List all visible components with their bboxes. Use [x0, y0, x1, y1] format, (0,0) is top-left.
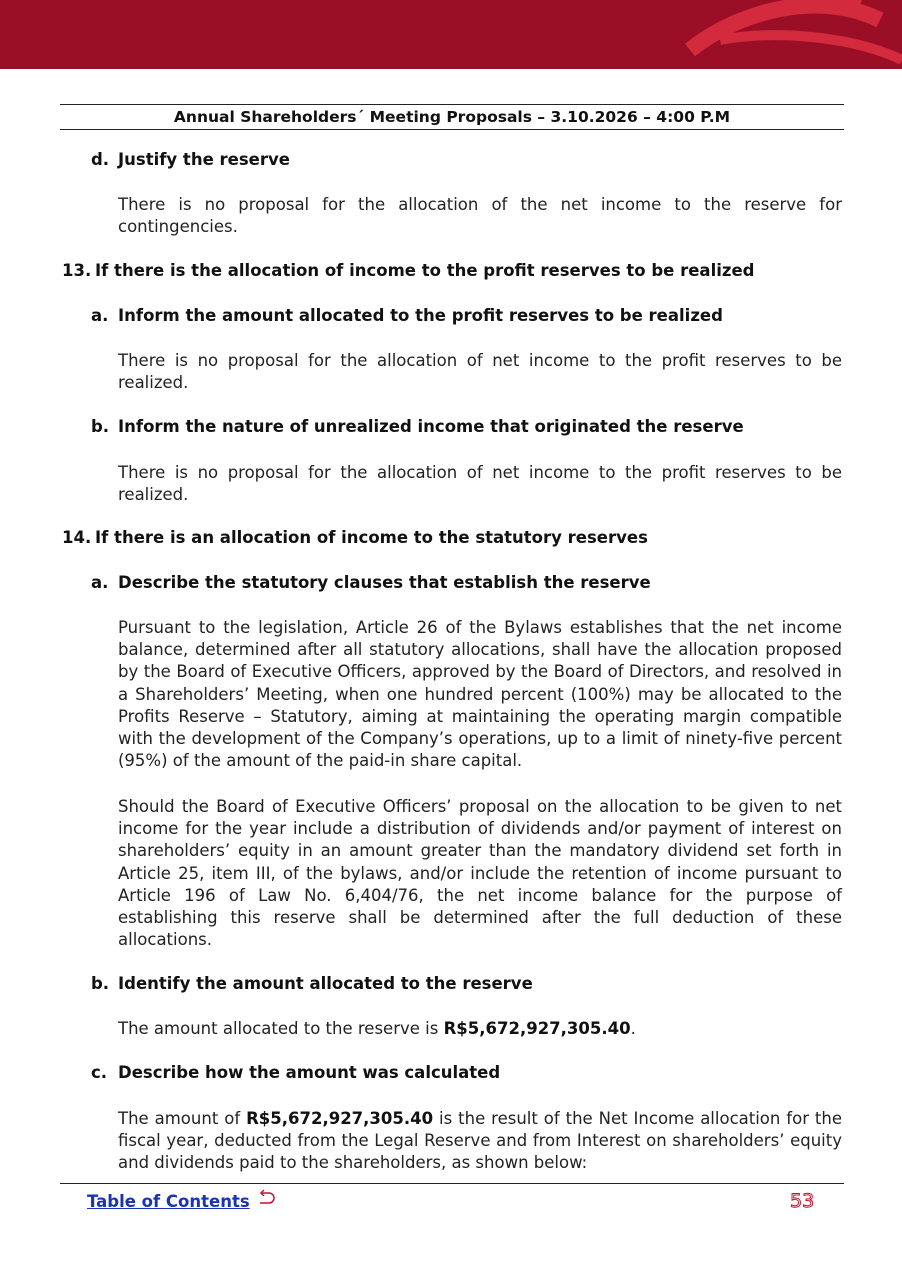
section-marker: d.	[91, 150, 110, 169]
amount-value: R$5,672,927,305.40	[443, 1019, 631, 1038]
section-heading-14c	[91, 1063, 500, 1082]
section-heading-14	[62, 528, 648, 547]
paragraph: Should the Board of Executive Officers’ proposal on the allocation to be given to net income for the year include a distribution of dividends and/or payment of interest on shareholders’ equity in an amount greater than the mandatory dividend set forth in Article 25, item III, of the bylaws, and/or include the retention of income pursuant to Article 196 of Law No. 6,404/76, the net income balance for the purpose of establishing this reserve shall be determined after the full deduction of these allocations.	[118, 797, 842, 950]
table-of-contents-link[interactable]: Table of Contents	[87, 1192, 250, 1211]
paragraph-amount	[118, 1018, 842, 1040]
section-marker: 14.	[62, 528, 92, 547]
paragraph: Pursuant to the legislation, Article 26 of the Bylaws establishes that the net income balance, determined after all statutory allocations, shall have the allocation proposed by the Board of Executive Officers, approved by the Board of Directors, and resolved in a Shareholders’ Meeting, when one hundred percent (100%) may be allocated to the Profits Reserve – Statutory, aiming at maintaining the operating margin compatible with the development of the Company’s operations, up to a limit of ninety-five percent (95%) of the amount of the paid-in share capital.	[118, 618, 842, 771]
paragraph: There is no proposal for the allocation of the net income to the reserve for contingencies.	[118, 195, 842, 237]
section-marker: c.	[91, 1063, 108, 1082]
brand-swoosh-icon	[0, 0, 902, 69]
section-title: Inform the amount allocated to the profit reserves to be realized	[118, 306, 723, 325]
page-title: Annual Shareholders´ Meeting Proposals – 3.10.2026 – 4:00 P.M	[60, 104, 844, 130]
paragraph: There is no proposal for the allocation of net income to the profit reserves to be realized.	[118, 351, 842, 393]
header-banner	[0, 0, 902, 69]
amount-value: R$5,672,927,305.40	[246, 1109, 434, 1128]
section-heading-13a	[91, 306, 723, 325]
footer-divider	[60, 1183, 844, 1184]
text: is the result of the Net Income allocation for the fiscal year, deducted from the Legal Reserve and from Interest on shareholders’ equity and dividends paid to the shareholders, as shown below:	[118, 1109, 842, 1173]
page-number: 53	[790, 1190, 815, 1212]
section-marker: a.	[91, 306, 109, 325]
section-marker: b.	[91, 417, 110, 436]
text: .	[630, 1019, 636, 1038]
section-title: If there is the allocation of income to the profit reserves to be realized	[95, 261, 755, 280]
section-title: Justify the reserve	[118, 150, 290, 169]
section-heading-14b	[91, 974, 533, 993]
section-title: Inform the nature of unrealized income that originated the reserve	[118, 417, 744, 436]
section-title: Describe the statutory clauses that establish the reserve	[118, 573, 651, 592]
return-arrow-icon[interactable]	[256, 1189, 278, 1207]
section-heading-13	[62, 261, 754, 280]
section-marker: b.	[91, 974, 110, 993]
section-title: Describe how the amount was calculated	[118, 1063, 501, 1082]
section-marker: 13.	[62, 261, 92, 280]
paragraph-calculation	[118, 1108, 842, 1175]
section-heading-14a	[91, 573, 651, 592]
text: The amount of	[118, 1109, 247, 1128]
section-marker: a.	[91, 573, 109, 592]
section-title: If there is an allocation of income to the statutory reserves	[95, 528, 648, 547]
text: The amount allocated to the reserve is	[118, 1019, 444, 1038]
section-title: Identify the amount allocated to the reserve	[118, 974, 533, 993]
section-heading-d	[91, 150, 290, 169]
paragraph: There is no proposal for the allocation of net income to the profit reserves to be realized.	[118, 463, 842, 505]
section-heading-13b	[91, 417, 744, 436]
